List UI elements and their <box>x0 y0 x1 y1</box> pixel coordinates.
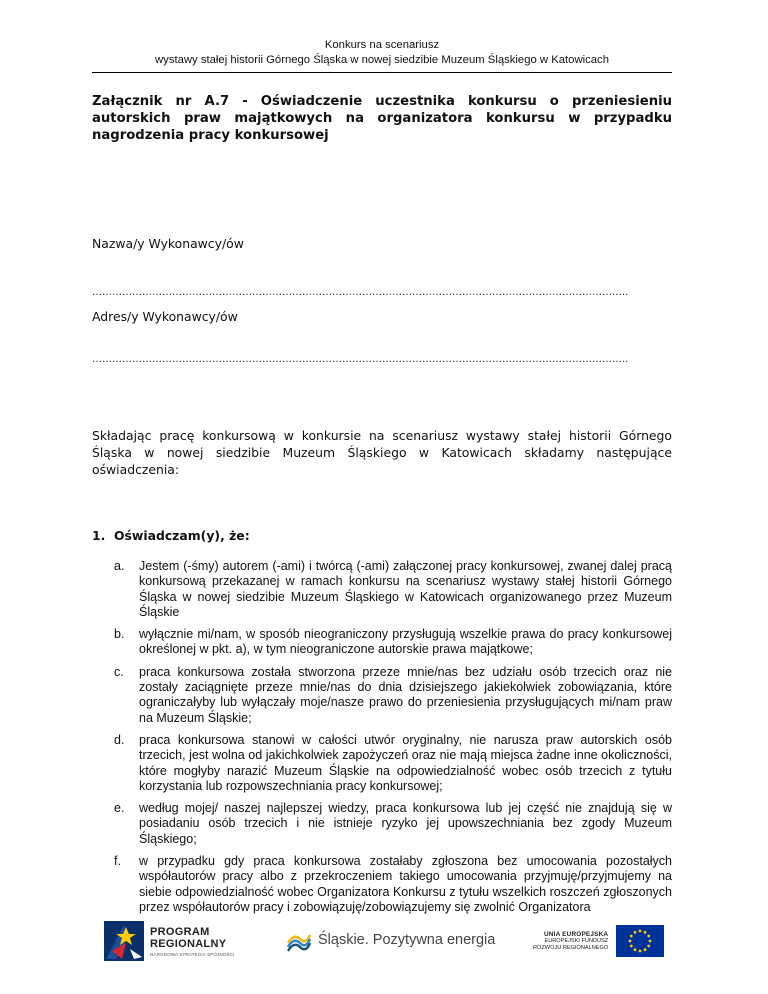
declaration-item-d <box>114 733 672 794</box>
document-title: Załącznik nr A.7 - Oświadczenie uczestnika konkursu o przeniesieniu autorskich praw majątkowych na organizatora konkursu w przypadku nagrodzenia pracy konkursowej <box>92 94 672 143</box>
item-text: praca konkursowa została stworzona przeze mnie/nas bez udziału osób trzecich oraz nie zostały zaciągnięte przeze mnie/nas do dnia dzisiejszego jakiekolwiek zobowiązania, które ograniczałyby lub wyłączały moje/nasze prawo do przeniesienia przysługujących mi/nam praw na Muzeum Śląskie; <box>139 664 672 725</box>
program-regionalny-logo <box>104 921 234 961</box>
slaskie-wave-icon <box>286 927 312 953</box>
item-text: praca konkursowa stanowi w całości utwór oryginalny, nie narusza praw autorskich osób trzecich, jest wolna od jakichkolwiek zapożyczeń oraz nie mają miejsca żadne inne okoliczności, które mogłyby narazić Muzeum Śląskie na odpowiedzialność wobec osób trzecich z tytułu korzystania lub rozpowszechniania pracy konkursowej; <box>139 732 672 793</box>
item-text: Jestem (-śmy) autorem (-ami) i twórcą (-ami) załączonej pracy konkursowej, zwanej dalej pracą konkursową przekazanej w ramach konkursu na scenariusz wystawy stałej historii Górnego Śląska w nowej siedzibie Muzeum Śląskiego w Katowicach organizowanego przez Muzeum Śląskie <box>139 559 672 619</box>
eu-logo <box>533 925 664 957</box>
declaration-list <box>114 559 672 922</box>
declaration-item-b <box>114 627 672 658</box>
page-footer <box>0 915 768 975</box>
item-letter: f. <box>114 854 121 869</box>
item-letter: b. <box>114 627 125 642</box>
contractor-address-field[interactable]: …………………………………………………………………………………………………………………………………………….. <box>92 354 629 365</box>
eu-flag-icon <box>616 925 664 957</box>
eu-line-3: ROZWOJU REGIONALNEGO <box>533 944 609 951</box>
slaskie-slogan: Śląskie. Pozytywna energia <box>318 932 496 948</box>
header-line-1: Konkurs na scenariusz <box>324 39 440 51</box>
section-number: 1. <box>92 528 106 543</box>
program-line-1: PROGRAM <box>150 925 210 938</box>
item-text: według mojej/ naszej najlepszej wiedzy, praca konkursowa lub jej część nie znajdują się w posiadaniu osób trzecich i nie istnieje ryzyko jej upowszechniania bez zgody Muzeum Śląskiego; <box>139 801 672 846</box>
program-line-2: REGIONALNY <box>150 937 227 950</box>
item-letter: c. <box>114 664 124 679</box>
page-header <box>92 38 672 68</box>
intro-paragraph: Składając pracę konkursową w konkursie na scenariusz wystawy stałej historii Górnego Śląska w nowej siedzibie Muzeum Śląskiego w Katowicach składamy następujące oświadczenia: <box>92 428 672 477</box>
declaration-item-a <box>114 559 672 620</box>
item-letter: a. <box>114 559 125 573</box>
slaskie-logo <box>286 927 495 953</box>
item-text: w przypadku gdy praca konkursowa zostałaby zgłoszona bez umocowania pozostałych współautorów pracy albo z przekroczeniem takiego umocowania przyjmuję/przyjmujemy na siebie odpowiedzialność wobec Organizatora Konkursu z tytułu wszelkich roszczeń zgłoszonych przez współautorów pracy i zobowiązuję/zobowiązujemy się zwolnić Organizatora <box>139 854 672 914</box>
item-letter: e. <box>114 801 125 816</box>
section-heading <box>92 528 250 543</box>
program-regionalny-emblem-icon <box>104 921 144 961</box>
eu-line-2: EUROPEJSKI FUNDUSZ <box>544 937 609 944</box>
declaration-item-c <box>114 665 672 726</box>
item-text: wyłącznie mi/nam, w sposób nieograniczony przysługują wszelkie prawa do pracy konkursowej określonej w pkt. a), w tym nieograniczone autorskie prawa majątkowe; <box>139 627 672 657</box>
header-line-2: wystawy stałej historii Górnego Śląska w nowej siedzibie Muzeum Śląskiego w Katowicach <box>155 54 609 66</box>
contractor-address-label: Adres/y Wykonawcy/ów <box>92 309 238 324</box>
declaration-item-e <box>114 801 672 847</box>
contractor-name-field[interactable]: …………………………………………………………………………………………………………………………………………….. <box>92 287 629 298</box>
item-letter: d. <box>114 732 125 747</box>
header-rule <box>92 72 672 73</box>
program-line-3: NARODOWA STRATEGIA SPÓJNOŚCI <box>150 951 235 957</box>
declaration-item-f <box>114 854 672 915</box>
eu-line-1: UNIA EUROPEJSKA <box>544 930 609 938</box>
section-heading-text: Oświadczam(y), że: <box>114 528 250 543</box>
contractor-name-label: Nazwa/y Wykonawcy/ów <box>92 236 244 251</box>
